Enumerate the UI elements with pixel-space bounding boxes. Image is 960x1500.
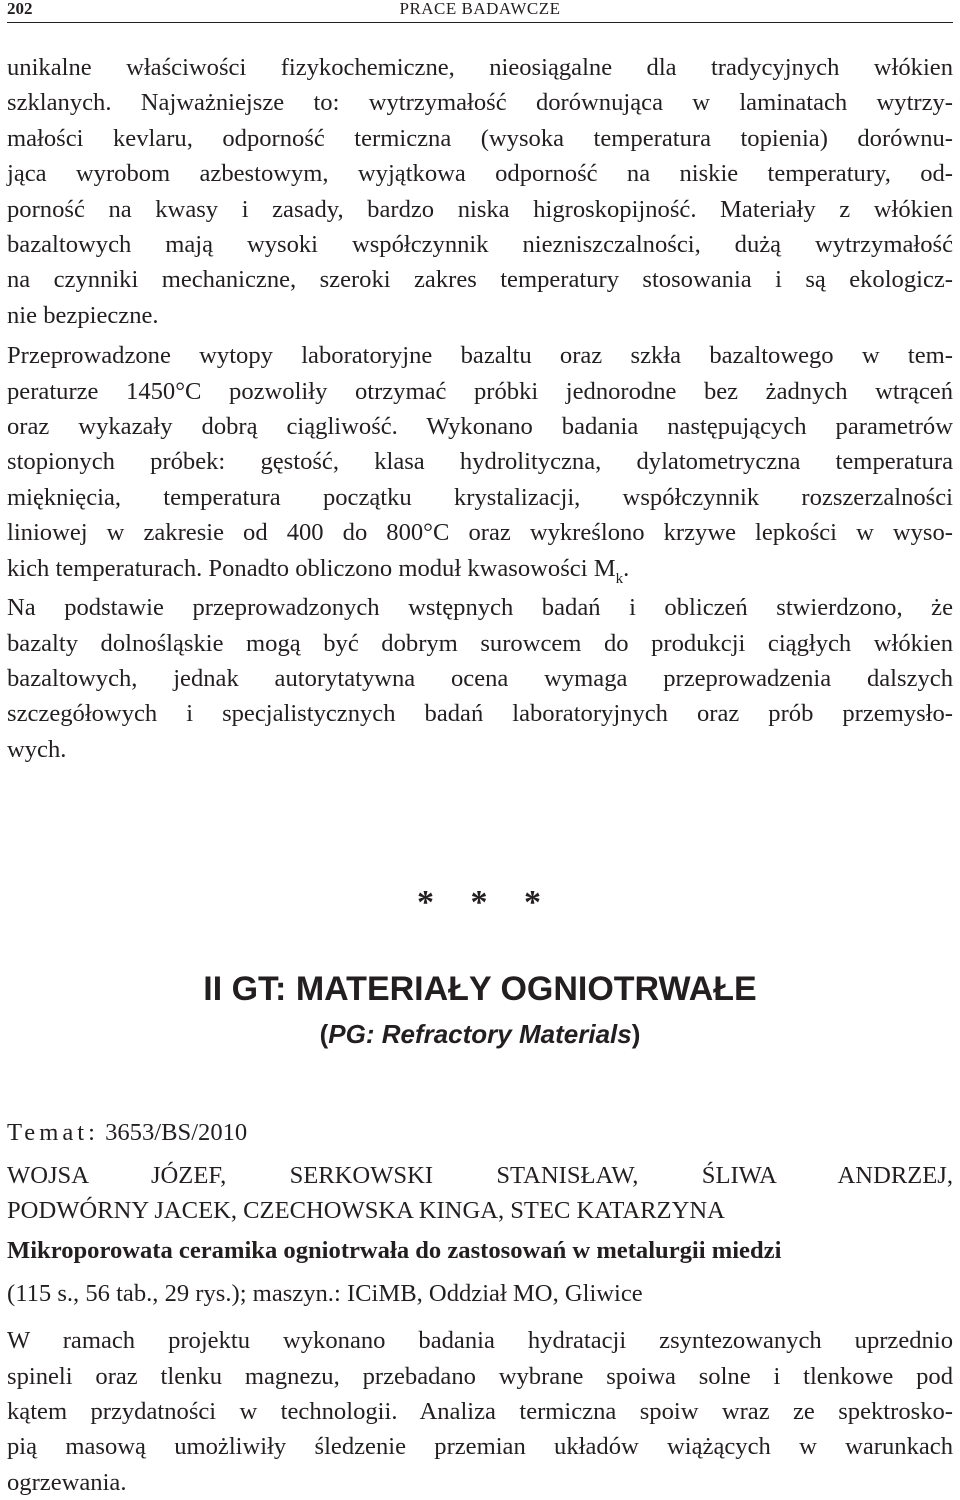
text-line: Na podstawie przeprowadzonych wstępnych badań i obliczeń stwierdzono, że	[7, 594, 953, 622]
text-line: mięknięcia, temperatura początku krystalizacji, współczynnik rozszerzalności	[7, 483, 953, 511]
text-line: szczegółowych i specjalistycznych badań laboratoryjnych oraz prób przemysło-	[7, 700, 953, 728]
text-line: liniowej w zakresie od 400 do 800°C oraz wykreślono krzywe lepkości w wyso-	[7, 519, 953, 547]
journal-title: PRACE BADAWCZE	[399, 0, 561, 18]
paragraph-laboratory-melts	[7, 338, 953, 586]
section-subtitle	[7, 1017, 953, 1051]
text-line: unikalne właściwości fizykochemiczne, nieosiągalne dla tradycyjnych włókien	[7, 54, 953, 81]
text-line: Przeprowadzone wytopy laboratoryjne bazaltu oraz szkła bazaltowego w tem-	[7, 342, 953, 370]
text-line: oraz wykazały dobrą ciągliwość. Wykonano badania następujących parametrów	[7, 413, 953, 441]
text-line: ogrzewania.	[7, 1468, 127, 1496]
authors-line: WOJSA JÓZEF, SERKOWSKI STANISŁAW, ŚLIWA ANDRZEJ,	[7, 1162, 953, 1190]
subtitle-english: PG: Refractory Materials	[328, 1019, 632, 1050]
section-title: II GT: MATERIAŁY OGNIOTRWAŁE	[203, 970, 757, 1009]
text-line: nie bezpieczne.	[7, 301, 159, 329]
text-line: szklanych. Najważniejsze to: wytrzymałość dorównująca w laminatach wytrzy-	[7, 89, 953, 117]
text-line: małości kevlaru, odporność termiczna (wysoka temperatura topienia) dorównu-	[7, 124, 953, 152]
paren-close: )	[631, 1019, 641, 1050]
abstract-paragraph	[7, 1323, 953, 1500]
subscript: k	[615, 570, 624, 587]
topic-line	[7, 1116, 953, 1150]
paragraph-conclusion	[7, 590, 953, 767]
topic-number: 3653/BS/2010	[98, 1119, 248, 1147]
authors-list	[7, 1158, 953, 1228]
text-line: wych.	[7, 735, 67, 763]
text-line: kątem przydatności w technologii. Analiza termiczna spoiw wraz ze spektrosko-	[7, 1397, 953, 1425]
text-line: bazaltowych mają wysoki współczynnik niezniszczalności, dużą wytrzymałość	[7, 231, 953, 259]
running-header	[7, 0, 953, 23]
text-line: porność na kwasy i zasady, bardzo niska higroskopijność. Materiały z włókien	[7, 195, 953, 223]
text-line: jąca wyrobom azbestowym, wyjątkowa odporność na niskie temperatury, od-	[7, 160, 953, 188]
text-line: stopionych próbek: gęstość, klasa hydrolityczna, dylatometryczna temperatura	[7, 448, 953, 476]
text-line: pią masową umożliwiły śledzenie przemian układów wiążących w warunkach	[7, 1433, 953, 1461]
publication-info: (115 s., 56 tab., 29 rys.); maszyn.: ICiMB, Oddział MO, Gliwice	[7, 1280, 643, 1308]
text-line: spineli oraz tlenku magnezu, przebadano wybrane spoiwa solne i tlenkowe pod	[7, 1362, 953, 1390]
page-number: 202	[7, 0, 33, 18]
text-line: bazaltowych, jednak autorytatywna ocena wymaga przeprowadzenia dalszych	[7, 664, 953, 692]
authors-line: PODWÓRNY JACEK, CZECHOWSKA KINGA, STEC KATARZYNA	[7, 1197, 725, 1225]
text-line: peraturze 1450°C pozwoliły otrzymać próbki jednorodne bez żadnych wtrąceń	[7, 377, 953, 405]
paragraph-basalt-properties	[7, 50, 953, 333]
text-line: bazalty dolnośląskie mogą być dobrym surowcem do produkcji ciągłych włókien	[7, 629, 953, 657]
section-separator: * * *	[417, 884, 555, 922]
work-title: Mikroporowata ceramika ogniotrwała do zastosowań w metalurgii miedzi	[7, 1237, 782, 1265]
text-line	[7, 551, 953, 586]
text-fragment: .	[623, 554, 630, 582]
topic-label: Temat:	[7, 1119, 99, 1147]
text-line: W ramach projektu wykonano badania hydratacji zsyntezowanych uprzednio	[7, 1327, 953, 1355]
text-fragment: kich temperaturach. Ponadto obliczono moduł kwasowości M	[7, 554, 616, 582]
text-line: na czynniki mechaniczne, szeroki zakres temperatury stosowania i są ekologicz-	[7, 266, 953, 294]
paren-open: (	[319, 1019, 329, 1050]
document-page	[7, 0, 953, 1500]
